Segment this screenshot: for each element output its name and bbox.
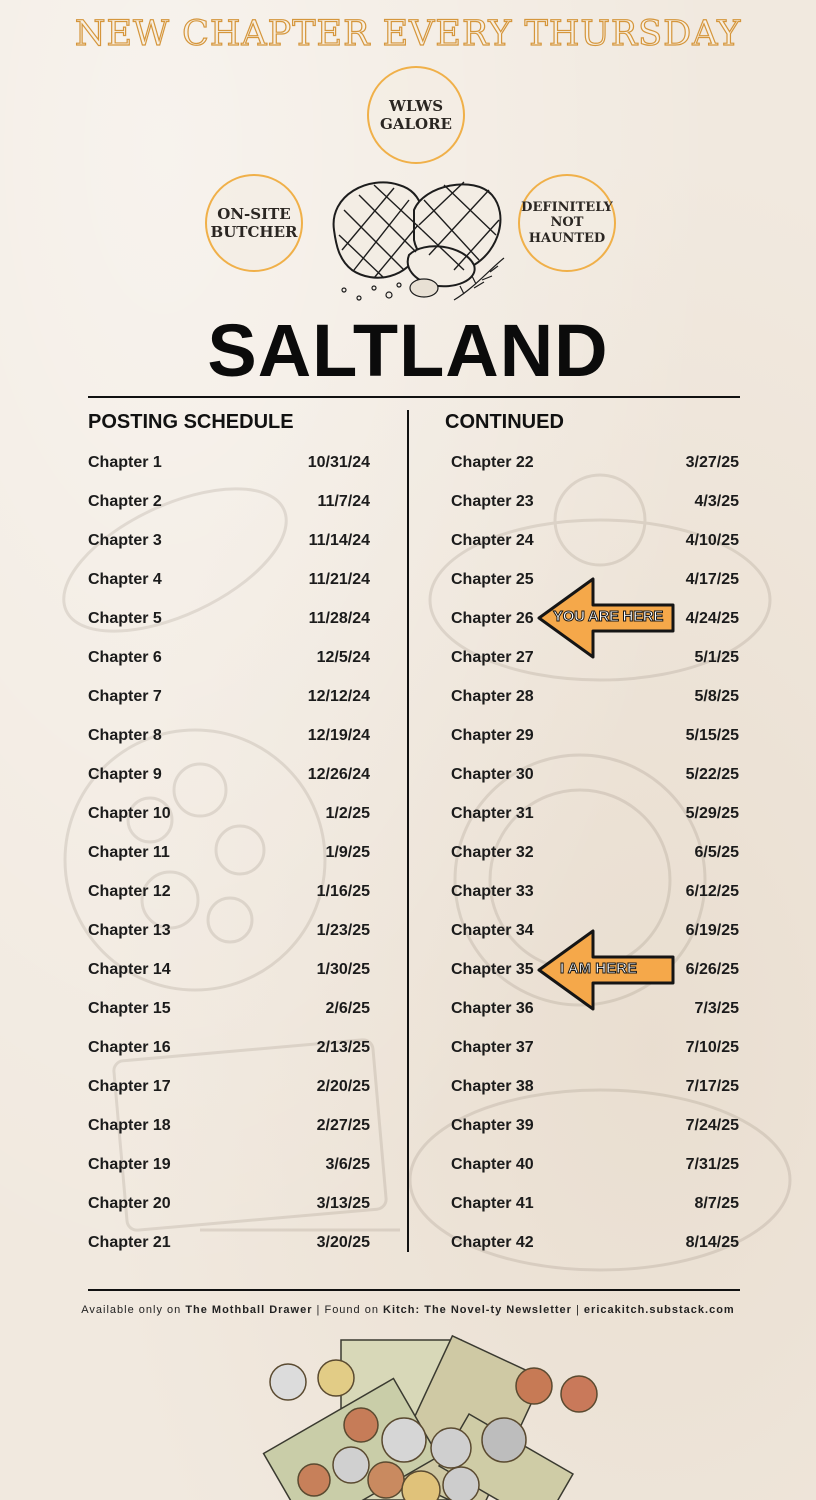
- schedule-row: [88, 482, 370, 521]
- chapter-date: 3/27/25: [685, 453, 739, 471]
- footer-url: ericakitch.substack.com: [583, 1304, 735, 1316]
- schedule-row: [88, 677, 370, 716]
- footer-prefix: Available only on: [81, 1304, 186, 1316]
- footer-sep1: | Found on: [312, 1304, 384, 1316]
- schedule-row: [88, 716, 370, 755]
- chapter-label: Chapter 39: [451, 1116, 534, 1134]
- chapter-date: 1/16/25: [316, 882, 370, 900]
- chapter-label: Chapter 14: [88, 960, 171, 978]
- schedule-row: [88, 833, 370, 872]
- coins-and-bills-illustration: [256, 1330, 616, 1500]
- chapter-label: Chapter 4: [88, 570, 162, 588]
- chapter-label: Chapter 32: [451, 843, 534, 861]
- chapter-label: Chapter 31: [451, 804, 534, 822]
- chapter-date: 10/31/24: [307, 453, 370, 471]
- schedule-row: [451, 1145, 739, 1184]
- chapter-date: 12/12/24: [307, 687, 370, 705]
- chapter-label: Chapter 10: [88, 804, 171, 822]
- schedule-row: [88, 1223, 370, 1262]
- footer-newsletter: Kitch: The Novel-ty Newsletter: [383, 1304, 572, 1316]
- chapter-date: 12/26/24: [307, 765, 370, 783]
- badge-not-haunted: DEFINITELY NOT HAUNTED: [518, 174, 616, 272]
- chapter-date: 6/12/25: [685, 882, 739, 900]
- chapter-label: Chapter 26: [451, 609, 534, 627]
- chapter-date: 11/14/24: [308, 531, 370, 549]
- schedule-row: [451, 833, 739, 872]
- chapter-date: 7/3/25: [694, 999, 739, 1017]
- chapter-label: Chapter 21: [88, 1233, 171, 1251]
- chapter-label: Chapter 24: [451, 531, 534, 549]
- schedule-row: [88, 989, 370, 1028]
- schedule-row: [88, 521, 370, 560]
- chapter-label: Chapter 40: [451, 1155, 534, 1173]
- right-column: [451, 443, 739, 1262]
- chapter-date: 1/2/25: [325, 804, 370, 822]
- chapter-label: Chapter 36: [451, 999, 534, 1017]
- chapter-label: Chapter 19: [88, 1155, 171, 1173]
- chapter-label: Chapter 11: [88, 843, 170, 861]
- chapter-date: 11/21/24: [308, 570, 370, 588]
- schedule-row: [88, 872, 370, 911]
- steak-illustration: [314, 170, 514, 320]
- title: SALTLAND: [207, 309, 609, 392]
- chapter-label: Chapter 17: [88, 1077, 171, 1095]
- schedule-row: [451, 1067, 739, 1106]
- chapter-label: Chapter 15: [88, 999, 171, 1017]
- schedule-row: [88, 638, 370, 677]
- schedule-row: [451, 1184, 739, 1223]
- chapter-label: Chapter 18: [88, 1116, 171, 1134]
- schedule-row: [88, 443, 370, 482]
- you-are-here-label: YOU ARE HERE: [553, 608, 664, 625]
- badge-wlws: WLWS GALORE: [367, 66, 465, 164]
- schedule-row: [451, 677, 739, 716]
- chapter-date: 1/9/25: [325, 843, 370, 861]
- schedule-row: [88, 1106, 370, 1145]
- chapter-label: Chapter 5: [88, 609, 162, 627]
- chapter-label: Chapter 25: [451, 570, 534, 588]
- chapter-label: Chapter 20: [88, 1194, 171, 1212]
- chapter-label: Chapter 34: [451, 921, 534, 939]
- chapter-date: 5/15/25: [685, 726, 739, 744]
- chapter-date: 5/1/25: [694, 648, 739, 666]
- schedule-row: [451, 1106, 739, 1145]
- chapter-label: Chapter 12: [88, 882, 171, 900]
- schedule-row: [451, 521, 739, 560]
- schedule-row: [88, 1184, 370, 1223]
- chapter-date: 8/7/25: [694, 1194, 739, 1212]
- chapter-label: Chapter 16: [88, 1038, 171, 1056]
- chapter-date: 5/22/25: [685, 765, 739, 783]
- chapter-date: 12/5/24: [316, 648, 370, 666]
- chapter-date: 6/26/25: [685, 960, 739, 978]
- top-rule: [88, 396, 740, 398]
- chapter-date: 7/17/25: [685, 1077, 739, 1095]
- chapter-date: 7/10/25: [685, 1038, 739, 1056]
- chapter-label: Chapter 9: [88, 765, 162, 783]
- chapter-label: Chapter 37: [451, 1038, 534, 1056]
- chapter-label: Chapter 27: [451, 648, 534, 666]
- schedule-row: [88, 755, 370, 794]
- chapter-label: Chapter 41: [451, 1194, 534, 1212]
- chapter-label: Chapter 1: [88, 453, 162, 471]
- chapter-label: Chapter 8: [88, 726, 162, 744]
- schedule-row: [451, 1028, 739, 1067]
- schedule-row: [451, 794, 739, 833]
- chapter-label: Chapter 29: [451, 726, 534, 744]
- chapter-label: Chapter 2: [88, 492, 162, 510]
- chapter-label: Chapter 23: [451, 492, 534, 510]
- chapter-label: Chapter 13: [88, 921, 171, 939]
- chapter-date: 1/30/25: [316, 960, 370, 978]
- schedule-row: [88, 1145, 370, 1184]
- schedule-row: [88, 1028, 370, 1067]
- schedule-row: [451, 755, 739, 794]
- chapter-label: Chapter 42: [451, 1233, 534, 1251]
- chapter-label: Chapter 3: [88, 531, 162, 549]
- right-heading: CONTINUED: [445, 411, 564, 433]
- chapter-date: 2/13/25: [316, 1038, 370, 1056]
- chapter-label: Chapter 33: [451, 882, 534, 900]
- chapter-date: 11/7/24: [317, 492, 370, 510]
- chapter-date: 1/23/25: [316, 921, 370, 939]
- chapter-date: 3/13/25: [316, 1194, 370, 1212]
- chapter-date: 2/6/25: [325, 999, 370, 1017]
- schedule-row: [88, 1067, 370, 1106]
- left-heading: POSTING SCHEDULE: [88, 411, 294, 433]
- chapter-label: Chapter 7: [88, 687, 162, 705]
- footer-sep2: |: [571, 1304, 584, 1316]
- chapter-date: 2/27/25: [316, 1116, 370, 1134]
- footer: [0, 1304, 816, 1316]
- schedule-row: [88, 794, 370, 833]
- chapter-date: 5/29/25: [685, 804, 739, 822]
- chapter-date: 6/19/25: [685, 921, 739, 939]
- chapter-date: 12/19/24: [307, 726, 370, 744]
- schedule-row: [451, 443, 739, 482]
- chapter-date: 8/14/25: [685, 1233, 739, 1251]
- chapter-label: Chapter 35: [451, 960, 534, 978]
- chapter-date: 4/3/25: [694, 492, 739, 510]
- i-am-here-label: I AM HERE: [560, 960, 637, 977]
- chapter-date: 4/17/25: [685, 570, 739, 588]
- schedule-row: [451, 716, 739, 755]
- chapter-label: Chapter 28: [451, 687, 534, 705]
- headline: NEW CHAPTER EVERY THURSDAY: [74, 14, 742, 54]
- bottom-rule: [88, 1289, 740, 1291]
- schedule-row: [88, 599, 370, 638]
- chapter-date: 4/24/25: [685, 609, 739, 627]
- schedule-row: [88, 560, 370, 599]
- chapter-date: 2/20/25: [316, 1077, 370, 1095]
- schedule-row: [451, 872, 739, 911]
- chapter-date: 5/8/25: [694, 687, 739, 705]
- chapter-date: 11/28/24: [308, 609, 370, 627]
- schedule-row: [88, 950, 370, 989]
- schedule-row: [451, 482, 739, 521]
- left-column: [88, 443, 370, 1262]
- chapter-date: 7/31/25: [685, 1155, 739, 1173]
- column-divider: [407, 410, 409, 1252]
- chapter-label: Chapter 6: [88, 648, 162, 666]
- footer-publication: The Mothball Drawer: [185, 1304, 313, 1316]
- schedule-row: [451, 1223, 739, 1262]
- chapter-label: Chapter 30: [451, 765, 534, 783]
- chapter-date: 3/20/25: [316, 1233, 370, 1251]
- chapter-date: 6/5/25: [694, 843, 739, 861]
- chapter-label: Chapter 22: [451, 453, 534, 471]
- chapter-label: Chapter 38: [451, 1077, 534, 1095]
- schedule-row: [88, 911, 370, 950]
- chapter-date: 7/24/25: [685, 1116, 739, 1134]
- chapter-date: 4/10/25: [685, 531, 739, 549]
- badge-butcher: ON-SITE BUTCHER: [205, 174, 303, 272]
- chapter-date: 3/6/25: [325, 1155, 370, 1173]
